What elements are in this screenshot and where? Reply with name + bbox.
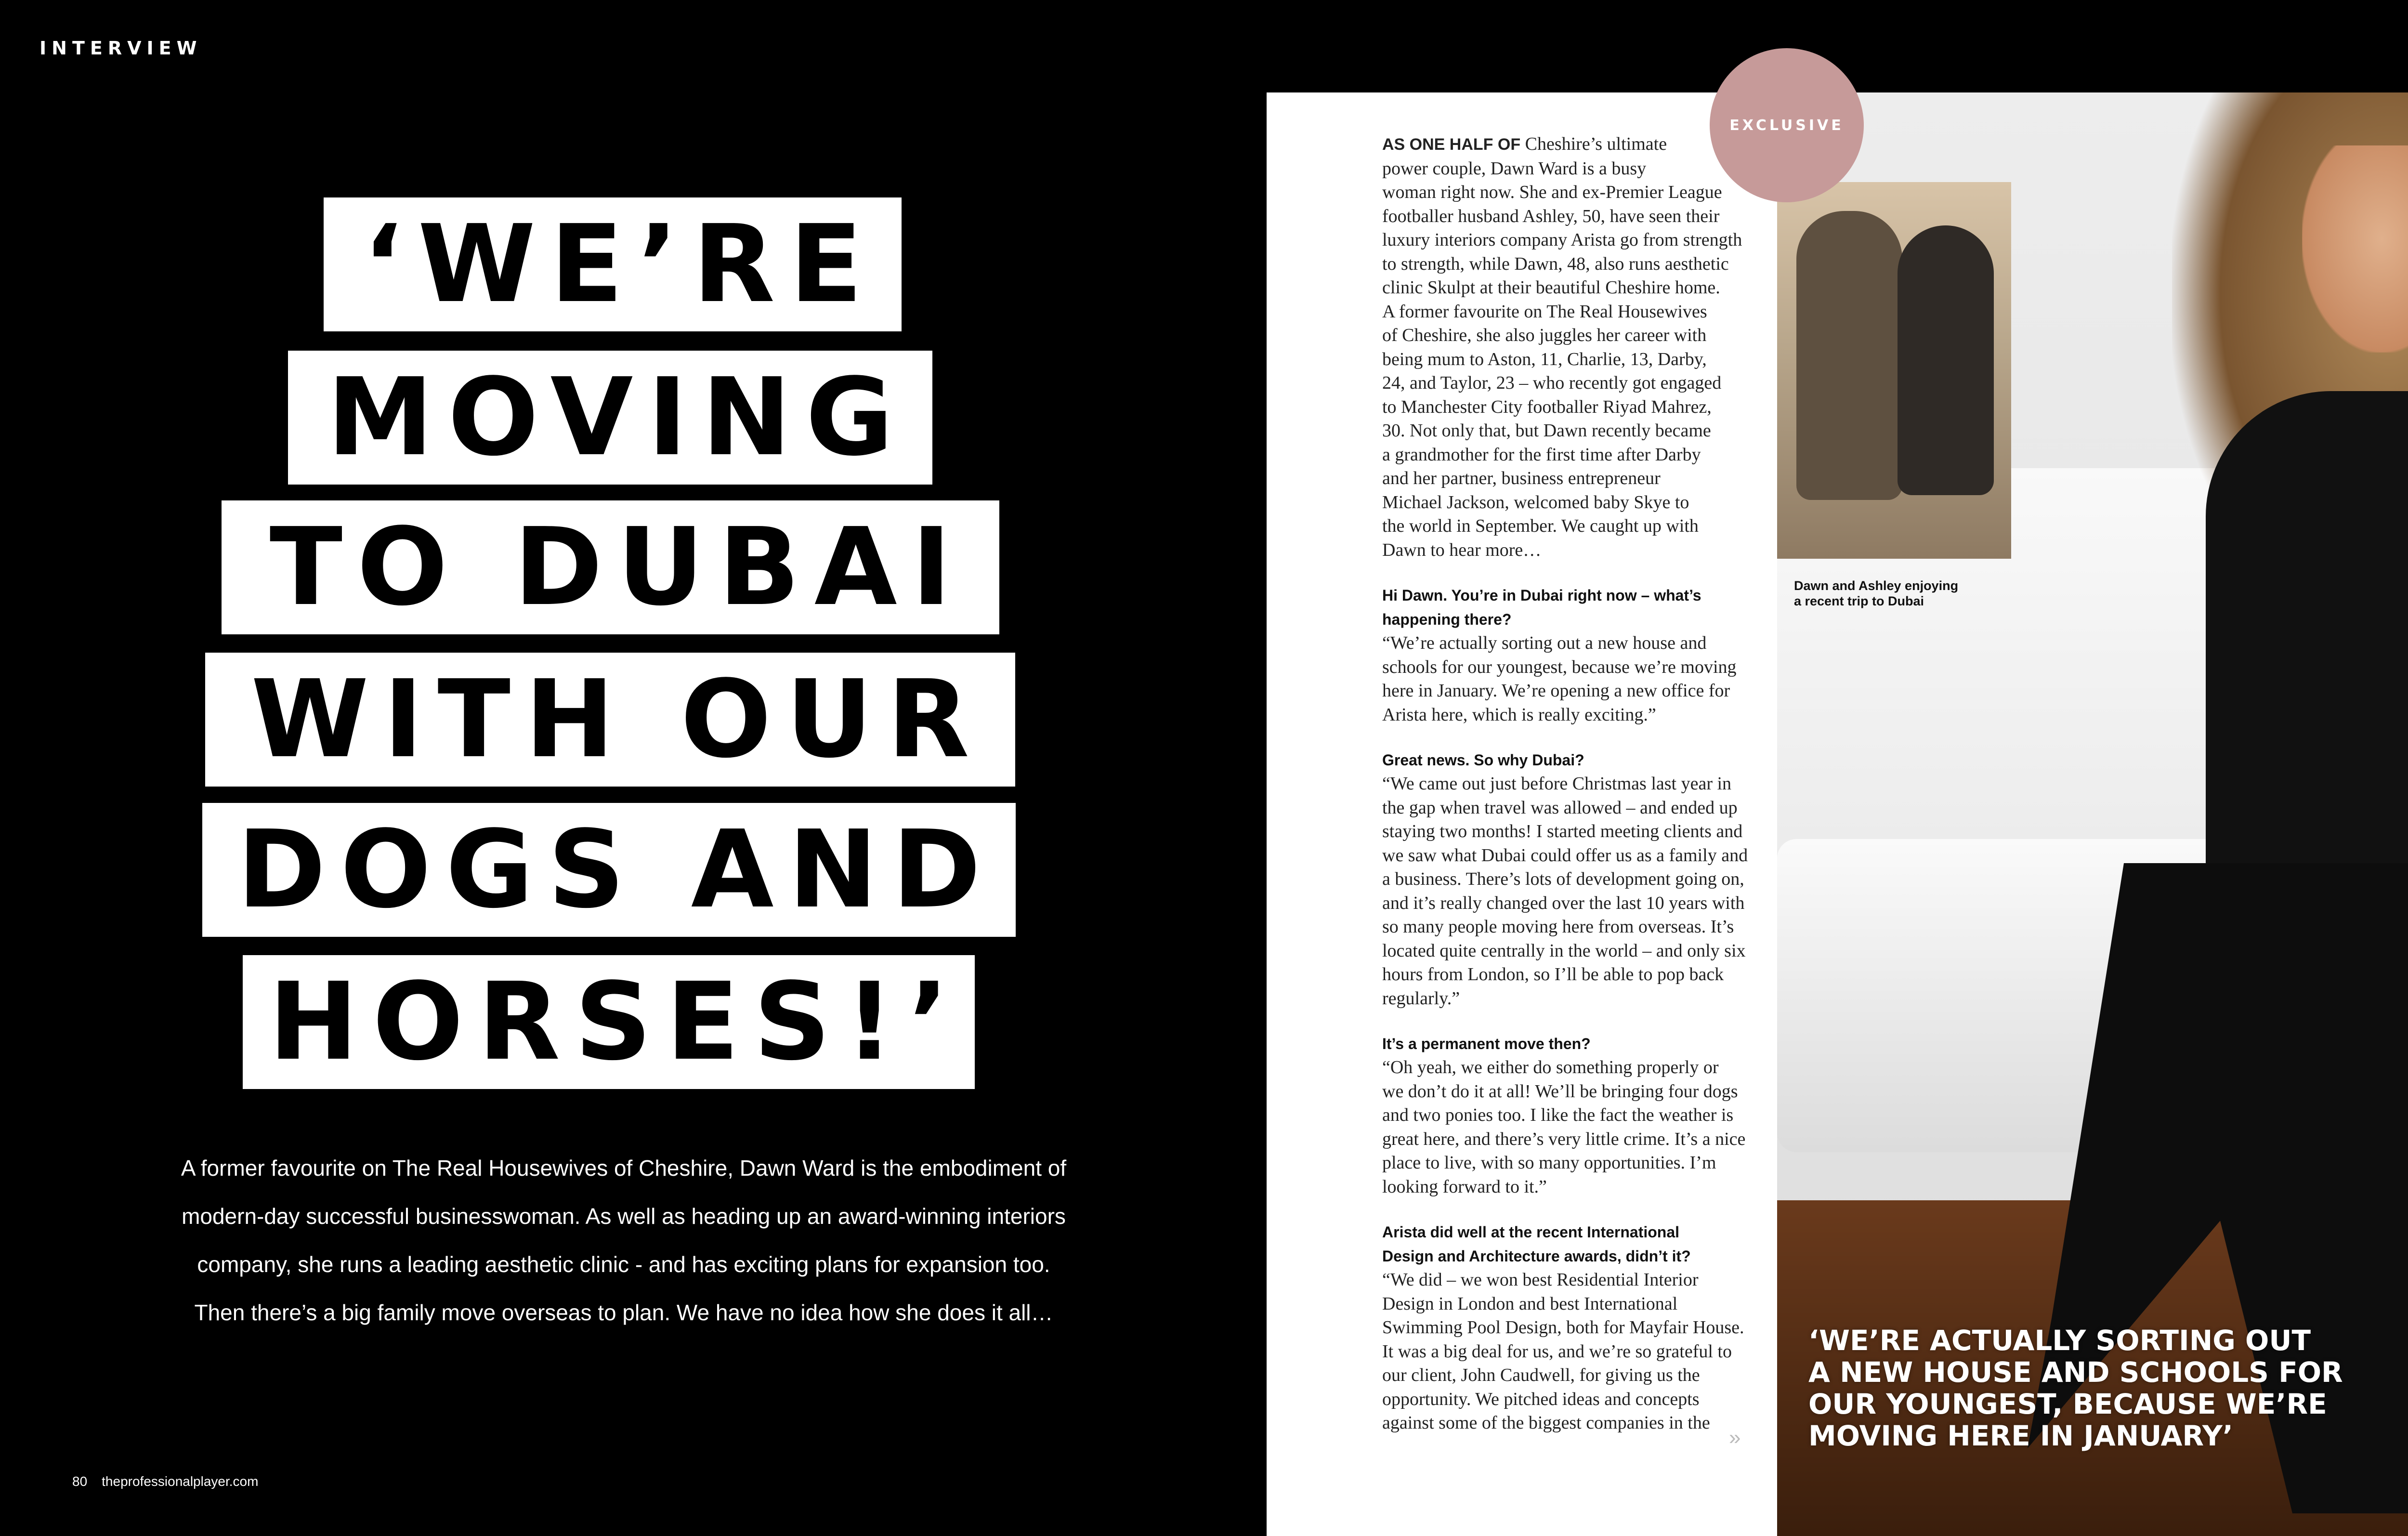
answer-line: great here, and there’s very little crime. It’s a nice xyxy=(1382,1129,1746,1149)
headline-line: ‘WE’RE xyxy=(324,197,902,331)
lead-line: footballer husband Ashley, 50, have seen their xyxy=(1382,206,1720,226)
caption-line: Dawn and Ashley enjoying xyxy=(1794,578,1959,593)
lead-line: the world in September. We caught up with xyxy=(1382,516,1699,536)
answer-line: we don’t do it at all! We’ll be bringing four dogs xyxy=(1382,1081,1738,1102)
answer-line: regularly.” xyxy=(1382,988,1460,1009)
answer-line: opportunity. We pitched ideas and concepts xyxy=(1382,1389,1700,1409)
answer-line: “Oh yeah, we either do something properly or xyxy=(1382,1057,1719,1077)
answer xyxy=(1382,772,1748,1011)
question-line: Great news. So why Dubai? xyxy=(1382,751,1584,769)
lead-line: Michael Jackson, welcomed baby Skye to xyxy=(1382,492,1689,512)
qa-block xyxy=(1382,748,1748,1011)
question xyxy=(1382,1220,1748,1268)
inset-photo xyxy=(1777,182,2011,559)
lead-line: clinic Skulpt at their beautiful Cheshire home. xyxy=(1382,277,1720,298)
inset-person-ashley xyxy=(1898,225,1994,495)
intro-line: Then there’s a big family move overseas to plan. We have no idea how she does it all… xyxy=(194,1300,1053,1325)
answer-line: we saw what Dubai could offer us as a family and xyxy=(1382,845,1748,866)
question-line: Arista did well at the recent International xyxy=(1382,1223,1680,1241)
page-footer xyxy=(72,1474,273,1489)
answer-line: the gap when travel was allowed – and ended up xyxy=(1382,797,1738,818)
lead-line: Cheshire’s ultimate xyxy=(1525,134,1667,154)
answer-line: “We did – we won best Residential Interior xyxy=(1382,1270,1699,1290)
answer-line: Arista here, which is really exciting.” xyxy=(1382,704,1656,725)
question-line: Hi Dawn. You’re in Dubai right now – what’s xyxy=(1382,587,1701,604)
headline-line: HORSES!’ xyxy=(243,955,975,1089)
page-number: 80 xyxy=(72,1474,88,1489)
answer-line: schools for our youngest, because we’re moving xyxy=(1382,656,1737,677)
pull-quote-line: A NEW HOUSE AND SCHOOLS FOR xyxy=(1808,1356,2343,1389)
caption-line: a recent trip to Dubai xyxy=(1794,594,1924,608)
pull-quote xyxy=(1808,1325,2408,1452)
website: theprofessionalplayer.com xyxy=(102,1474,259,1489)
lead-line: 30. Not only that, but Dawn recently became xyxy=(1382,420,1711,441)
question-line: It’s a permanent move then? xyxy=(1382,1035,1591,1052)
qa-block xyxy=(1382,583,1748,727)
answer xyxy=(1382,1056,1748,1199)
lead-line: luxury interiors company Arista go from strength xyxy=(1382,230,1742,250)
answer-line: and two ponies too. I like the fact the weather is xyxy=(1382,1105,1734,1125)
section-label: INTERVIEW xyxy=(39,38,202,59)
lead-line: Dawn to hear more… xyxy=(1382,539,1542,560)
answer-line: staying two months! I started meeting clients and xyxy=(1382,821,1743,841)
subject-face xyxy=(2302,145,2408,353)
answer-line: Design in London and best International xyxy=(1382,1293,1678,1314)
answer-line: against some of the biggest companies in the xyxy=(1382,1413,1710,1433)
question xyxy=(1382,748,1748,772)
question-line: Design and Architecture awards, didn’t it? xyxy=(1382,1247,1691,1265)
qa-block xyxy=(1382,1032,1748,1199)
intro-line: modern-day successful businesswoman. As well as heading up an award-winning interiors xyxy=(182,1204,1066,1229)
answer-line: It was a big deal for us, and we’re so grateful to xyxy=(1382,1341,1732,1362)
answer xyxy=(1382,631,1748,727)
inset-person-dawn xyxy=(1796,211,1902,500)
question xyxy=(1382,583,1748,631)
pull-quote-line: ‘WE’RE ACTUALLY SORTING OUT xyxy=(1808,1324,2311,1357)
answer-line: located quite centrally in the world – and only six xyxy=(1382,940,1746,961)
article-lead xyxy=(1382,132,1748,562)
answer-line: “We came out just before Christmas last year in xyxy=(1382,774,1732,794)
lead-line: of Cheshire, she also juggles her career with xyxy=(1382,325,1707,345)
lead-line: 24, and Taylor, 23 – who recently got engaged xyxy=(1382,373,1722,393)
answer-line: and it’s really changed over the last 10 years with xyxy=(1382,893,1745,913)
answer-line: hours from London, so I’ll be able to pop back xyxy=(1382,964,1724,985)
answer-line: our client, John Caudwell, for giving us the xyxy=(1382,1365,1700,1385)
answer-line: a business. There’s lots of development going on, xyxy=(1382,869,1744,889)
inset-caption xyxy=(1794,578,1967,609)
answer-line: “We’re actually sorting out a new house and xyxy=(1382,633,1707,653)
article-body xyxy=(1382,132,1748,1435)
headline-line: DOGS AND xyxy=(202,803,1016,937)
question-line: happening there? xyxy=(1382,611,1512,628)
lead-line: A former favourite on The Real Housewives xyxy=(1382,301,1707,322)
headline-line: MOVING xyxy=(288,351,932,485)
lead-line: being mum to Aston, 11, Charlie, 13, Darby, xyxy=(1382,349,1707,369)
exclusive-badge: EXCLUSIVE xyxy=(1710,48,1864,202)
qa-block xyxy=(1382,1220,1748,1435)
pull-quote-line: MOVING HERE IN JANUARY’ xyxy=(1808,1419,2233,1452)
answer-line: so many people moving here from overseas. It’s xyxy=(1382,917,1734,937)
answer-line: place to live, with so many opportunities. I’m xyxy=(1382,1153,1716,1173)
lead-in: AS ONE HALF OF xyxy=(1382,135,1521,154)
lead-line: and her partner, business entrepreneur xyxy=(1382,468,1661,488)
lead-line: to strength, while Dawn, 48, also runs aesthetic xyxy=(1382,253,1729,274)
intro-paragraph xyxy=(159,1144,1088,1337)
question xyxy=(1382,1032,1748,1056)
intro-line: A former favourite on The Real Housewives of Cheshire, Dawn Ward is the embodiment of xyxy=(181,1155,1067,1181)
continue-arrow-icon: » xyxy=(1729,1426,1741,1449)
lead-line: to Manchester City footballer Riyad Mahrez, xyxy=(1382,396,1712,417)
answer xyxy=(1382,1268,1748,1435)
pull-quote-line: OUR YOUNGEST, BECAUSE WE’RE xyxy=(1808,1388,2327,1420)
headline-line: WITH OUR xyxy=(205,653,1015,787)
lead-line: woman right now. She and ex-Premier League xyxy=(1382,182,1722,202)
intro-line: company, she runs a leading aesthetic clinic - and has exciting plans for expansion too. xyxy=(197,1252,1050,1277)
answer-line: Swimming Pool Design, both for Mayfair House. xyxy=(1382,1317,1744,1338)
answer-line: here in January. We’re opening a new office for xyxy=(1382,681,1730,701)
lead-line: power couple, Dawn Ward is a busy xyxy=(1382,158,1647,179)
lead-line: a grandmother for the first time after Darby xyxy=(1382,444,1701,465)
answer-line: looking forward to it.” xyxy=(1382,1176,1547,1197)
headline-line: TO DUBAI xyxy=(222,500,999,634)
